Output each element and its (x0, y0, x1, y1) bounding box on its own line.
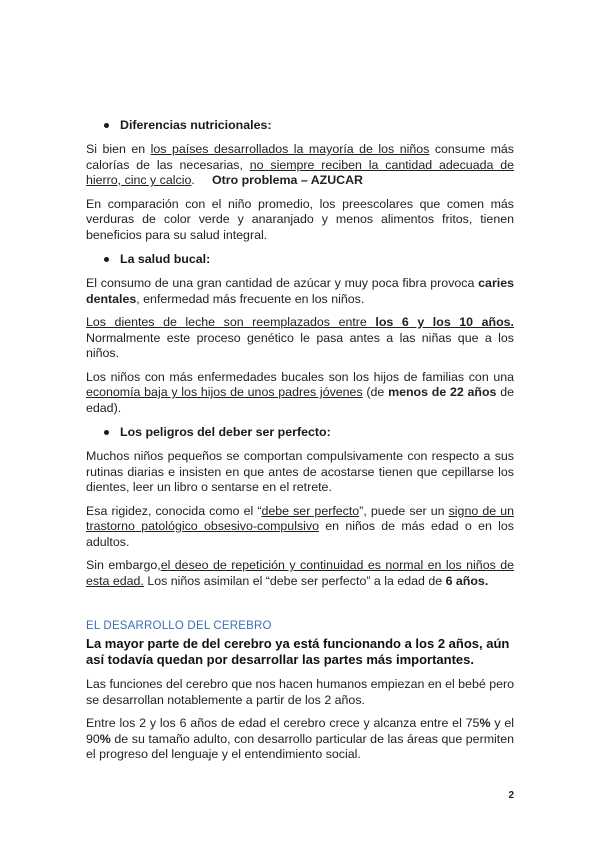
text-run: (de (362, 385, 389, 399)
page-content (86, 117, 514, 763)
underlined-text: el deseo de repetición y continuidad es normal en los niños de esta edad. (86, 558, 514, 588)
bold-text: Otro problema – AZUCAR (212, 173, 364, 187)
underlined-text: economía baja y los hijos de unos padres jóvenes (86, 385, 363, 399)
bullet-dot-icon (104, 430, 109, 435)
lead-paragraph-brain: La mayor parte de del cerebro ya está funcionando a los 2 años, aún así todavía quedan por desarrollar las partes más importantes. (86, 636, 510, 667)
paragraph-oral-1 (86, 276, 514, 307)
page-number: 2 (508, 790, 514, 801)
text-run: Los niños con más enfermedades bucales son los hijos de familias con una (86, 369, 514, 384)
bold-text: 6 años. (445, 573, 489, 588)
bullet-dot-icon (104, 257, 109, 262)
bullet-heading-text: Los peligros del deber ser perfecto: (120, 425, 331, 439)
bullet-dot-icon (104, 123, 109, 128)
text-run: Normalmente este proceso genético le pasa antes a las niñas que a los niños. (86, 330, 514, 360)
bullet-heading-nutrition (104, 117, 514, 133)
bullet-heading-text: Diferencias nutricionales: (120, 118, 272, 132)
paragraph-perfection-2 (86, 504, 514, 551)
text-run: Sin embargo, (86, 558, 161, 572)
bullet-heading-perfection (104, 424, 514, 440)
underlined-text: los países desarrollados la mayoría de los niños (150, 142, 430, 156)
text-run: y el 90 (86, 716, 515, 746)
text-run: El consumo de una gran cantidad de azúcar y muy poca fibra provoca (86, 276, 479, 290)
underlined-text: signo de un trastorno patológico obsesivo-compulsivo (86, 503, 514, 533)
paragraph-oral-2 (86, 315, 514, 362)
bold-text: % (479, 716, 491, 730)
text-run: . (191, 173, 213, 187)
paragraph-perfection-1: Muchos niños pequeños se comportan compulsivamente con respecto a sus rutinas diarias e insisten en que antes de acostarse tienen que cepillarse los dientes, leer un libro o sentarse en el retrete. (86, 449, 514, 494)
paragraph-brain-2 (86, 716, 514, 763)
paragraph-nutrition-2: En comparación con el niño promedio, los preescolares que comen más verduras de color verde y anaranjado y menos alimentos fritos, tienen beneficios para su salud integral. (86, 196, 514, 242)
paragraph-perfection-3 (86, 558, 514, 589)
bold-text: menos de 22 años (388, 385, 497, 399)
bullet-heading-oral-health (104, 251, 514, 267)
paragraph-oral-3 (86, 370, 514, 417)
text-run: Esa rigidez, conocida como el “ (86, 503, 262, 518)
underlined-text: debe ser perfecto (261, 503, 360, 518)
text-run: , enfermedad más frecuente en los niños. (136, 291, 365, 306)
section-heading-brain: EL DESARROLLO DEL CEREBRO (86, 620, 272, 632)
text-run: de edad). (86, 385, 514, 415)
text-run: consume más calorías de las necesarias, (86, 142, 514, 172)
text-run: Los niños asimilan el “debe ser perfecto” a la edad de (143, 573, 446, 588)
underlined-text: no siempre reciben la cantidad adecuada de hierro, cinc y calcio (86, 157, 514, 187)
bold-text: caries dentales (86, 276, 514, 306)
text-run: de su tamaño adulto, con desarrollo particular de las áreas que permiten el progreso del lenguaje y el entendimiento social. (86, 731, 514, 761)
bullet-heading-text: La salud bucal: (120, 252, 211, 266)
text-run: Si bien en (86, 142, 151, 156)
paragraph-brain-1: Las funciones del cerebro que nos hacen humanos empiezan en el bebé pero se desarrollan notablemente a partir de los 2 años. (86, 677, 514, 707)
bold-underlined-text: los 6 y los 10 años. (375, 315, 515, 329)
text-run: Entre los 2 y los 6 años de edad el cerebro crece y alcanza entre el 75 (86, 716, 480, 730)
text-run: ”, puede ser un (359, 503, 449, 518)
underlined-text: Los dientes de leche son reemplazados entre (86, 315, 376, 329)
paragraph-nutrition-1 (86, 142, 514, 189)
text-run: en niños de más edad o en los adultos. (86, 519, 514, 549)
bold-text: % (99, 731, 111, 746)
